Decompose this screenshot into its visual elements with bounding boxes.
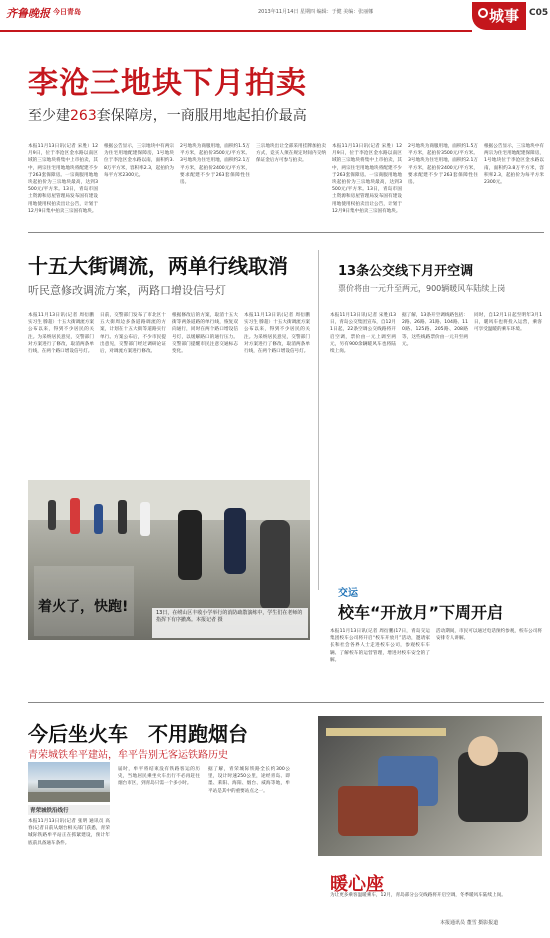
edition-label: 今日青岛 — [53, 8, 81, 16]
story1-col7: 根据公告显示，三宗地块中有两宗为住宅用地配建保障房，1号地块位于李沧区金水路以南，面积约3.8万平方米，容积率2.3，起拍价为每平方米2300元。 — [484, 144, 544, 186]
photo-caption-big: 着火了，快跑! — [38, 599, 129, 615]
story1-subtitle — [28, 105, 307, 125]
section-name: 城事 — [489, 7, 520, 25]
story2-col1: 本报11月13日讯(记者 周衍鹏 实习生 滕超）十五大街调流方案公布以来，得到不少居民的关注。为采纳居民意见，交警部门对方案进行了修改，取消两条单行线，在两个路口增设信号灯。 — [28, 313, 94, 355]
story4-divider — [28, 702, 544, 703]
date-line: 2013年11月14日 星期四 编辑：于健 美编：张丽娜 — [258, 9, 374, 15]
story3-col2: 据了解，13条开空调线路包括：2路、26路、31路、104路、110路、125路、205路、208路等，这些线路票价由一元升至两元。 — [402, 313, 468, 347]
page-number: C05 — [529, 8, 549, 18]
rail-photo-label: 青荣城铁沿线行 — [28, 805, 110, 815]
newspaper-logo: 齐鲁晚报 — [6, 7, 50, 20]
story1-col2: 根据公告显示，三宗地块中有两宗为住宅用地配建保障房，1号地块位于李沧区金水路以南，面积约3.8万平方米，容积率2.3，起拍价为每平方米2300元。 — [104, 144, 174, 178]
story5-headline: 今后坐火车 不用跑烟台 — [28, 722, 248, 746]
story4-col2: 活动期间，市民可以通过电话预约参观，校车公司将安排专人讲解。 — [436, 629, 542, 642]
story5-col2: 届时，牟平将结束没有铁路客运的历史，当地居民乘坐火车出行不必再赶往烟台市区，到青岛只需一个多小时。 — [118, 767, 200, 787]
story3-subtitle: 票价将由一元升至两元，900辆暖风车陆续上岗 — [338, 284, 506, 293]
story3-col3: 同时，自12月1日起至明年3月1日，暖风车也将投入运营，乘客可享受温暖的乘车环境。 — [474, 313, 542, 333]
story6-headline: 暖心座 — [330, 874, 384, 895]
story2-subtitle: 听民意修改调流方案，两路口增设信号灯 — [28, 284, 226, 297]
bus-seat-photo — [318, 716, 542, 856]
story5-col3: 据了解，青荣城际铁路全长约300公里，设计时速250公里，途经青岛、即墨、莱阳、海阳、烟台、威海等地，牟平站是其中的重要站点之一。 — [208, 767, 290, 794]
section-icon — [478, 8, 488, 18]
header-rule — [0, 30, 472, 32]
story1-col6: 2号地块为商服用地，面积约1.5万平方米，起拍价3500元/平方米。3号地块为住宅用地，面积约2.1万平方米，起拍价2400元/平方米，要求配建不少于263套保障性住房。 — [408, 144, 478, 186]
page-header — [0, 0, 550, 34]
story3-col1: 本报11月13日讯(记者 宋胜)13日，青岛公交集团宣布，自12月1日起，22条空调公交线路将开启空调，票价由一元上调至两元，另有900余辆暖风车也将陆续上岗。 — [330, 313, 396, 355]
story1-col5: 本报11月13日讯(记者 宋胜）12月9日，位于李沧区金水路以南区域的三宗地块将集中上市拍卖，其中，两宗住宅用地地块将配建不少于263套保障房。一宗商服用地地块起拍价为三宗地块最高，达到3500元/平方米。13日，青岛市国土资源和房屋管理局发布国有建设用地使用权拍卖出让公告，计划于12月9日集中拍卖三宗国有地块。 — [332, 144, 402, 214]
story2-headline: 十五大街调流，两单行线取消 — [28, 254, 288, 278]
story1-subtitle-num: 263 — [70, 108, 97, 124]
story4-kicker: 交运 — [338, 588, 358, 599]
story5-col1: 本报11月13日讯(记者 张明 通讯员 高春)记者日前从烟台相关部门获悉，青荣城际铁路牟平站正在抓紧建设，预计年底前具备通车条件。 — [28, 819, 110, 846]
rail-photo — [28, 762, 110, 802]
story3-headline: 13条公交线下月开空调 — [338, 264, 474, 279]
story1-col4: 三宗地块出让全部采用挂牌加拍卖方式，竞买人须在规定时间内交纳保证金后方可参与拍卖。 — [256, 144, 326, 164]
story5-subtitle: 青荣城铁牟平建站，牟平告别无客运铁路历史 — [28, 750, 228, 761]
fire-drill-photo — [28, 480, 310, 640]
story1-headline: 李沧三地块下月拍卖 — [28, 66, 307, 101]
story6-caption: 为让更多乘客温暖乘车，12月，青岛部分公交线路将开启空调，冬季暖风车陆续上岗。 — [330, 893, 506, 898]
story1-col1: 本报11月13日讯(记者 宋胜）12月9日，位于李沧区金水路以南区域的三宗地块将集中上市拍卖，其中，两宗住宅用地地块将配建不少于263套保障房。一宗商服用地地块起拍价为三宗地块最高，达到3500元/平方米。13日，青岛市国土资源和房屋管理局发布国有建设用地使用权拍卖出让公告，计划于12月9日集中拍卖三宗国有地块。 — [28, 144, 98, 214]
story2-col2: 日前，交警部门发布了市北区十五大街周边多条道路调流的方案，计划在十五大街等道路实行单行。方案公布后，不少市民提出意见，交警部门经过调研论证后，对调流方案进行修改。 — [100, 313, 166, 355]
story1-divider — [28, 232, 544, 233]
story6-credit: 本报通讯员 董雪 摄影报道 — [440, 920, 499, 926]
story1-col3: 2号地块为商服用地，面积约1.5万平方米，起拍价3500元/平方米。3号地块为住宅用地，面积约2.1万平方米，起拍价2400元/平方米，要求配建不少于263套保障性住房。 — [180, 144, 250, 186]
photo-caption: 13日，在崂山区丰收小学举行的消防疏散演练中，学生们在老师的指挥下有序撤离。本报记者 摄 — [156, 610, 303, 623]
story3-border — [318, 250, 319, 590]
story4-col1: 本报11月13日讯(记者 周衍鹏)17日，青岛交运集团校车公司将开启“校车开放月”活动，邀请家长和社会各界人士走进校车公司，参观校车车辆、了解校车的运营管理，增进对校车安全的了解。 — [330, 629, 430, 663]
story2-col4: 本报11月13日讯(记者 周衍鹏 实习生 滕超）十五大街调流方案公布以来，得到不少居民的关注。为采纳居民意见，交警部门对方案进行了修改，取消两条单行线，在两个路口增设信号灯。 — [244, 313, 310, 355]
story4-headline: 校车“开放月”下周开启 — [338, 603, 504, 622]
story1-subtitle-post: 套保障房，一商服用地起拍价最高 — [96, 108, 307, 124]
story2-col3: 根据修改后的方案，取消十五大街等两条道路的单行线，恢复双向通行，同时在两个路口增设信号灯，以缓解路口的通行压力。交警部门提醒市民注意交通标志变化。 — [172, 313, 238, 355]
story1-subtitle-pre: 至少建 — [28, 108, 70, 124]
